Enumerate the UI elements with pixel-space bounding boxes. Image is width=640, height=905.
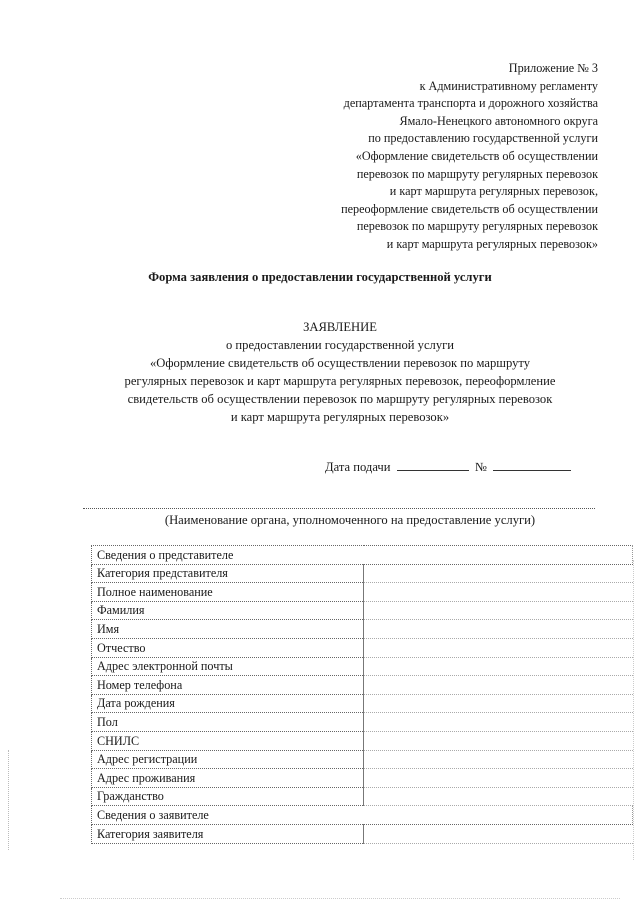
row-value-field[interactable] — [364, 583, 633, 602]
statement-line: регулярных перевозок и карт маршрута регулярных перевозок, переоформление — [124, 374, 556, 388]
row-value-field[interactable] — [364, 676, 633, 695]
submission-line — [325, 459, 574, 475]
row-label: Адрес регистрации — [92, 750, 364, 769]
table-row — [92, 750, 633, 769]
row-label: Гражданство — [92, 787, 364, 806]
row-label: Категория представителя — [92, 564, 364, 583]
applicant-section-title: Сведения о заявителе — [92, 806, 633, 825]
row-label: Имя — [92, 620, 364, 639]
table-section-row — [92, 546, 633, 565]
row-label: Отчество — [92, 638, 364, 657]
row-label: Фамилия — [92, 601, 364, 620]
row-value-field[interactable] — [364, 713, 633, 732]
statement-heading: ЗАЯВЛЕНИЕ — [303, 320, 377, 334]
table-row — [92, 657, 633, 676]
table-row — [92, 713, 633, 732]
appendix-line: Ямало-Ненецкого автономного округа — [399, 113, 598, 128]
appendix-line: по предоставлению государственной услуги — [368, 131, 598, 146]
submission-date-label: Дата подачи — [325, 460, 391, 474]
table-row — [92, 564, 633, 583]
row-value-field[interactable] — [364, 694, 633, 713]
submission-number-field[interactable] — [493, 459, 571, 471]
appendix-line: Приложение № 3 — [508, 61, 598, 75]
scan-edge-mark — [60, 898, 620, 899]
appendix-line: перевозок по маршруту регулярных перевозок — [356, 166, 598, 181]
row-value-field[interactable] — [364, 564, 633, 583]
statement-block — [60, 318, 620, 426]
appendix-header — [178, 60, 598, 254]
appendix-line: переоформление свидетельств об осуществлении — [341, 201, 598, 216]
table-row — [92, 638, 633, 657]
row-value-field[interactable] — [364, 657, 633, 676]
submission-date-field[interactable] — [397, 459, 469, 471]
row-label: Полное наименование — [92, 583, 364, 602]
row-value-field[interactable] — [364, 787, 633, 806]
row-value-field[interactable] — [364, 601, 633, 620]
table-row — [92, 583, 633, 602]
row-label: Номер телефона — [92, 676, 364, 695]
org-name-field[interactable] — [83, 508, 595, 509]
representative-section-title: Сведения о представителе — [92, 546, 633, 565]
scan-edge-mark — [8, 750, 9, 850]
statement-line: о предоставлении государственной услуги — [225, 338, 455, 352]
submission-number-label: № — [474, 460, 487, 474]
row-label: СНИЛС — [92, 731, 364, 750]
table-row — [92, 824, 633, 843]
table-row — [92, 787, 633, 806]
statement-line: «Оформление свидетельств об осуществлении перевозок по маршруту — [149, 356, 531, 370]
row-value-field[interactable] — [364, 769, 633, 788]
form-title: Форма заявления о предоставлении государственной услуги — [148, 270, 492, 284]
table-section-row — [92, 806, 633, 825]
table-row — [92, 769, 633, 788]
row-value-field[interactable] — [364, 731, 633, 750]
statement-line: и карт маршрута регулярных перевозок» — [230, 410, 450, 424]
row-label: Категория заявителя — [92, 824, 364, 843]
scan-edge-mark — [633, 560, 634, 860]
row-value-field[interactable] — [364, 638, 633, 657]
org-name-caption: (Наименование органа, уполномоченного на предоставление услуги) — [164, 513, 536, 527]
row-label: Дата рождения — [92, 694, 364, 713]
statement-line: свидетельств об осуществлении перевозок по маршруту регулярных перевозок — [127, 392, 553, 406]
appendix-line: департамента транспорта и дорожного хозяйства — [343, 96, 598, 111]
row-value-field[interactable] — [364, 620, 633, 639]
table-row — [92, 620, 633, 639]
representative-info-table — [91, 545, 633, 844]
row-label: Пол — [92, 713, 364, 732]
appendix-line: «Оформление свидетельств об осуществлении — [355, 148, 598, 163]
row-label: Адрес электронной почты — [92, 657, 364, 676]
table-row — [92, 601, 633, 620]
appendix-line: и карт маршрута регулярных перевозок» — [386, 236, 598, 251]
row-value-field[interactable] — [364, 750, 633, 769]
table-row — [92, 731, 633, 750]
table-row — [92, 694, 633, 713]
row-label: Адрес проживания — [92, 769, 364, 788]
appendix-line: и карт маршрута регулярных перевозок, — [389, 184, 598, 199]
table-row — [92, 676, 633, 695]
appendix-line: перевозок по маршруту регулярных перевозок — [356, 219, 598, 234]
row-value-field[interactable] — [364, 824, 633, 843]
appendix-line: к Административному регламенту — [419, 78, 598, 93]
